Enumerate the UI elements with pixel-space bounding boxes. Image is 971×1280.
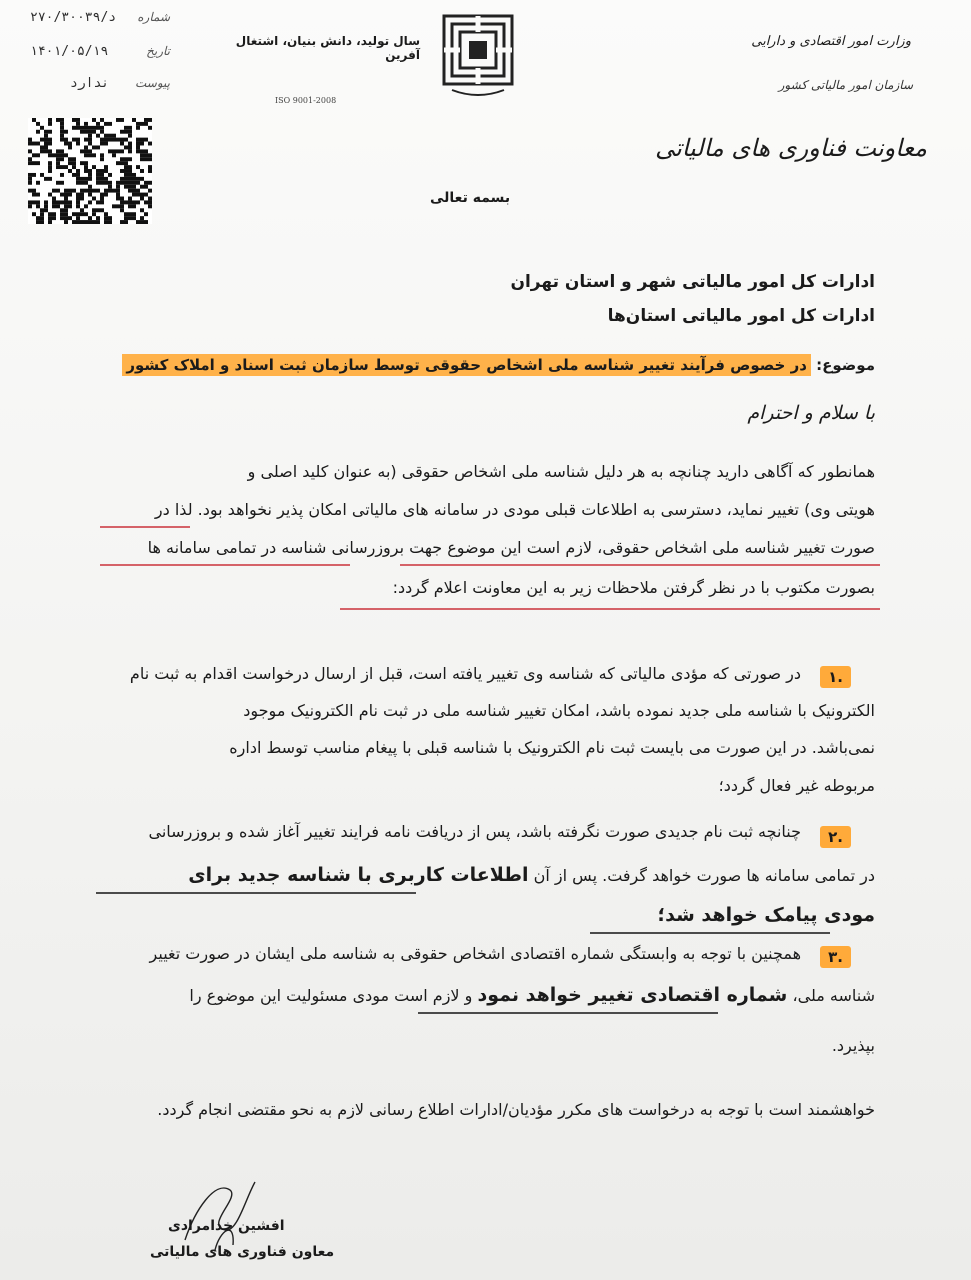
item-1-line: در صورتی که مؤدی مالیاتی که شناسه وی تغییر یافته است، قبل از ارسال درخواست اقدام به ثبت نام — [129, 664, 801, 683]
department-name: معاونت فناوری های مالیاتی — [655, 134, 927, 162]
item-3-line: همچنین با توجه به وابستگی شماره اقتصادی اشخاص حقوقی به شناسه ملی ایشان در صورت تغییر — [149, 944, 801, 963]
pen-underline — [590, 932, 830, 934]
item-2-bold-line: مودی پیامک خواهد شد؛ — [657, 904, 875, 926]
intro-line: صورت تغییر شناسه ملی اشخاص حقوقی، لازم است این موضوع جهت بروزرسانی شناسه در تمامی سامانه ها — [147, 538, 875, 557]
tax-organization-emblem-icon — [438, 14, 518, 100]
qr-code-icon — [28, 118, 152, 224]
recipient-1: ادارات کل امور مالیاتی شهر و استان تهران — [510, 272, 875, 292]
pen-underline — [400, 564, 880, 566]
item-3-number: ۳. — [820, 946, 851, 968]
letter-number-row — [30, 10, 170, 32]
ministry-name: وزارت امور اقتصادی و دارایی — [751, 34, 911, 49]
item-3-post: و لازم است مودی مسئولیت این موضوع را — [189, 986, 473, 1005]
slogan-box — [205, 20, 430, 105]
item-3-line: بپذیرد. — [831, 1036, 875, 1055]
item-2-line — [188, 864, 875, 886]
intro-line: هویتی وی) تغییر نماید، دسترسی به اطلاعات قبلی مودی در سامانه های مالیاتی امکان پذیر نخواهد بود. لذا در — [154, 500, 875, 519]
item-3-line — [189, 984, 875, 1006]
letter-date-row — [30, 44, 170, 66]
letter-attachment-row — [30, 76, 170, 98]
item-2-bold-text: اطلاعات کاربری با شناسه جدید برای — [188, 864, 529, 886]
pen-underline — [100, 526, 190, 528]
intro-line: بصورت مکتوب با در نظر گرفتن ملاحظات زیر به این معاونت اعلام گردد: — [392, 578, 875, 597]
pen-underline — [100, 564, 350, 566]
iso-label: ISO 9001-2008 — [275, 96, 337, 105]
subject — [122, 356, 875, 374]
item-1-line: الکترونیک با شناسه ملی جدید نموده باشد، امکان تغییر شناسه ملی در ثبت نام الکترونیک موجود — [243, 701, 875, 720]
item-1-line: نمی‌باشد. در این صورت می بایست ثبت نام الکترونیک با شناسه قبلی با پیغام مناسب توسط اداره — [229, 738, 875, 757]
recipient-2: ادارات کل امور مالیاتی استان‌ها — [607, 306, 875, 326]
item-2-number: ۲. — [820, 826, 851, 848]
letter-attachment-label: پیوست — [135, 76, 170, 90]
pen-underline — [418, 1012, 718, 1014]
salutation: با سلام و احترام — [747, 402, 875, 424]
item-3-bold: شماره اقتصادی تغییر خواهد نمود — [477, 984, 788, 1006]
signatory-name: افشین خدامرادی — [168, 1218, 285, 1234]
subject-label: موضوع: — [816, 356, 875, 374]
year-slogan: سال تولید، دانش بنیان، اشتغال آفرین — [235, 34, 420, 62]
subject-text: در خصوص فرآیند تغییر شناسه ملی اشخاص حقوقی توسط سازمان ثبت اسناد و املاک کشور — [122, 354, 811, 376]
item-2-line-text: در تمامی سامانه ها صورت خواهد گرفت. پس از آن — [533, 866, 875, 885]
item-1-number: ۱. — [820, 666, 851, 688]
intro-line: همانطور که آگاهی دارید چنانچه به هر دلیل شناسه ملی اشخاص حقوقی (به عنوان کلید اصلی و — [247, 462, 875, 481]
pen-underline — [96, 892, 416, 894]
letter-date: ۱۴۰۱/۰۵/۱۹ — [30, 44, 109, 59]
item-3-pre: شناسه ملی، — [792, 986, 875, 1005]
besmellah: بسمه تعالی — [430, 190, 511, 206]
letter-number-label: شماره — [137, 10, 170, 24]
pen-underline — [340, 608, 880, 610]
closing-text: خواهشمند است با توجه به درخواست های مکرر مؤدیان/ادارات اطلاع رسانی لازم به نحو مقتضی انجام گردد. — [157, 1100, 875, 1119]
item-1-line: مربوطه غیر فعال گردد؛ — [718, 776, 875, 795]
organization-name: سازمان امور مالیاتی کشور — [778, 78, 913, 92]
letter-attachment: ندارد — [70, 76, 110, 91]
letter-date-label: تاریخ — [146, 44, 170, 58]
signatory-title: معاون فناوری های مالیاتی — [150, 1244, 335, 1260]
item-2-line: چنانچه ثبت نام جدیدی صورت نگرفته باشد، پس از دریافت نامه فرایند تغییر آغاز شده و بروزرسانی — [148, 822, 801, 841]
letter-number: ۲۷۰/۳۰۰۳۹/د — [30, 10, 117, 25]
